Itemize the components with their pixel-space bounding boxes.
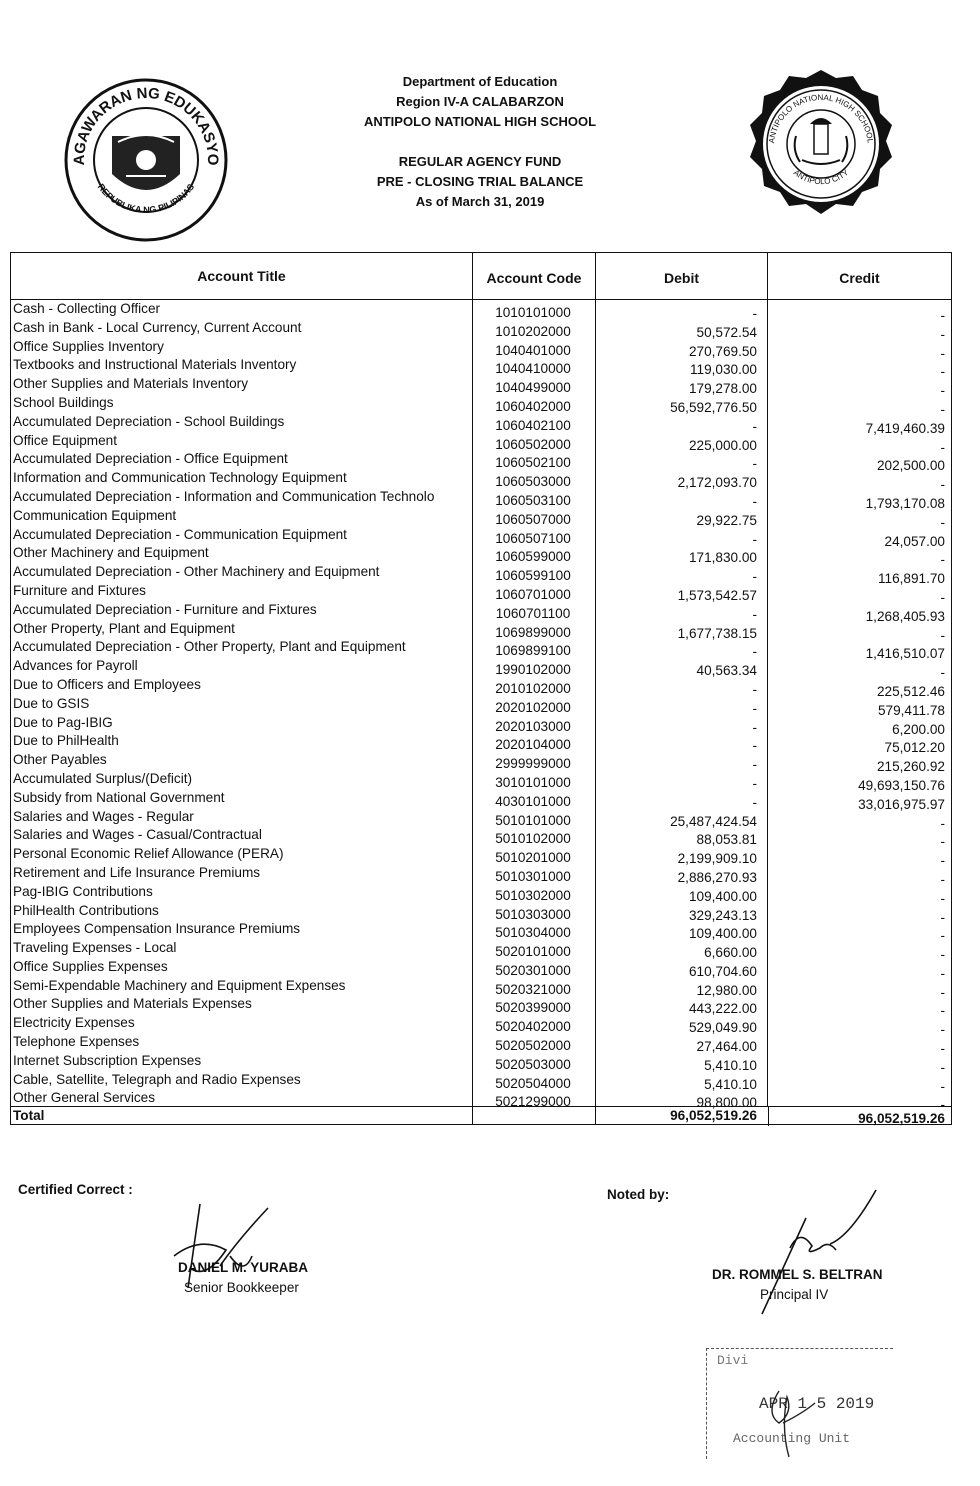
school-seal-icon	[740, 66, 902, 228]
credit-cell: -	[940, 589, 945, 605]
debit-cell: 1,677,738.15	[677, 625, 757, 641]
credit-cell: -	[940, 815, 945, 831]
debit-cell: 56,592,776.50	[670, 399, 757, 415]
debit-cell: -	[752, 306, 757, 321]
credit-cell: 33,016,975.97	[858, 796, 945, 812]
debit-cell: 329,243.13	[688, 907, 757, 923]
debit-cell: 109,400.00	[688, 926, 757, 942]
account-code-cell: 5020504000	[495, 1075, 571, 1091]
account-title-cell: PhilHealth Contributions	[13, 902, 159, 918]
credit-cell: -	[940, 665, 945, 681]
table-row	[11, 939, 951, 963]
account-code-cell: 5010101000	[495, 812, 571, 828]
account-title-cell: Accumulated Surplus/(Deficit)	[13, 770, 193, 786]
credit-cell: 75,012.20	[884, 740, 945, 756]
account-code-cell: 1010101000	[495, 305, 571, 320]
report-date: As of March 31, 2019	[415, 194, 545, 209]
debit-cell: 270,769.50	[688, 343, 757, 359]
credit-cell: -	[940, 1078, 945, 1094]
debit-cell: 443,222.00	[688, 1001, 757, 1017]
deped-seal-icon	[62, 76, 230, 244]
account-title-cell: Due to Officers and Employees	[13, 676, 201, 692]
debit-cell: -	[752, 681, 757, 697]
fund-name: REGULAR AGENCY FUND	[398, 154, 562, 169]
table-row	[11, 883, 951, 906]
account-code-cell: 1060599100	[495, 568, 571, 584]
credit-cell: 579,411.78	[877, 702, 945, 718]
debit-cell: 12,980.00	[696, 982, 757, 998]
header-credit: Credit	[839, 270, 880, 286]
account-code-cell: 1010202000	[495, 323, 571, 339]
table-row	[11, 770, 951, 793]
table-row	[11, 394, 951, 417]
table-row	[11, 808, 951, 831]
table-row	[11, 563, 951, 587]
trial-balance-table	[10, 252, 952, 1125]
table-row	[11, 526, 951, 549]
credit-cell: 225,512.46	[876, 683, 945, 699]
debit-cell: -	[752, 493, 757, 509]
account-code-cell: 5020503000	[495, 1056, 571, 1072]
stamp-date: APR 1 5 2019	[759, 1395, 875, 1413]
table-row	[11, 958, 951, 981]
table-row	[11, 732, 951, 756]
credit-cell: -	[940, 364, 945, 380]
table-row	[11, 714, 951, 737]
account-title-cell: Salaries and Wages - Casual/Contractual	[13, 827, 262, 843]
table-row	[11, 300, 951, 323]
total-label: Total	[13, 1108, 45, 1123]
debit-cell: 610,704.60	[688, 963, 757, 979]
right-seal-bottom-text: ANTIPOLO CITY	[791, 168, 851, 187]
account-code-cell: 2020104000	[495, 737, 571, 753]
credit-cell: -	[940, 439, 945, 455]
account-code-cell: 5010102000	[495, 831, 571, 847]
table-row	[11, 450, 951, 474]
account-title-cell: Office Equipment	[13, 432, 118, 448]
document-header	[250, 72, 710, 212]
table-row	[11, 544, 951, 568]
debit-cell: 109,400.00	[688, 888, 757, 904]
table-row	[11, 432, 951, 455]
debit-cell: 40,563.34	[696, 663, 757, 679]
debit-cell: 179,278.00	[688, 381, 757, 397]
account-code-cell: 1060599000	[495, 549, 571, 565]
table-row	[11, 356, 951, 380]
account-title-cell: Other Machinery and Equipment	[13, 545, 209, 561]
account-title-cell: Traveling Expenses - Local	[13, 940, 177, 956]
account-title-cell: Employees Compensation Insurance Premiums	[13, 921, 301, 937]
debit-cell: 2,199,909.10	[677, 851, 757, 867]
account-title-cell: Accumulated Depreciation - Furniture and Fixtures	[13, 601, 317, 617]
table-row	[11, 902, 951, 925]
account-title-cell: Cash in Bank - Local Currency, Current Account	[13, 319, 302, 335]
certified-name: DANIEL M. YURABA	[178, 1260, 309, 1275]
account-title-cell: Other General Services	[13, 1090, 156, 1106]
account-title-cell: Advances for Payroll	[13, 658, 138, 674]
credit-cell: 6,200.00	[892, 721, 945, 737]
debit-cell: 225,000.00	[688, 437, 757, 453]
credit-cell: -	[940, 984, 945, 1000]
account-code-cell: 5010304000	[495, 925, 571, 941]
table-row	[11, 620, 951, 643]
credit-cell: -	[940, 965, 945, 981]
account-code-cell: 5010302000	[495, 887, 571, 903]
account-title-cell: Due to Pag-IBIG	[13, 714, 113, 730]
credit-cell: 1,793,170.08	[865, 495, 945, 511]
debit-cell: 1,573,542.57	[677, 587, 757, 603]
noted-position: Principal IV	[760, 1287, 829, 1302]
account-code-cell: 2020103000	[495, 718, 571, 734]
account-code-cell: 5020399000	[495, 1000, 571, 1016]
region-name: Region IV-A CALABARZON	[396, 94, 564, 109]
header-debit: Debit	[664, 270, 699, 286]
credit-cell: -	[940, 1022, 945, 1038]
table-row	[11, 488, 951, 511]
debit-cell: -	[752, 719, 757, 735]
debit-cell: -	[752, 794, 757, 810]
credit-cell: -	[940, 383, 945, 399]
total-credit: 96,052,519.26	[858, 1111, 945, 1126]
account-code-cell: 1040401000	[495, 342, 571, 358]
account-title-cell: Accumulated Depreciation - Office Equipment	[13, 451, 288, 467]
header-account-code: Account Code	[486, 270, 582, 286]
credit-cell: 24,057.00	[884, 533, 945, 549]
account-title-cell: Subsidy from National Government	[13, 789, 225, 805]
account-title-cell: Semi-Expendable Machinery and Equipment Expenses	[13, 977, 346, 993]
stamp-initial-signature-icon	[759, 1383, 819, 1459]
credit-cell: -	[940, 345, 945, 361]
credit-cell: -	[940, 627, 945, 643]
debit-cell: 171,830.00	[688, 550, 757, 566]
account-code-cell: 2010102000	[495, 680, 571, 696]
account-title-cell: Cable, Satellite, Telegraph and Radio Expenses	[13, 1071, 301, 1087]
credit-cell: -	[940, 1003, 945, 1019]
report-title: PRE - CLOSING TRIAL BALANCE	[376, 174, 584, 189]
credit-cell: -	[940, 326, 945, 342]
table-row	[11, 1033, 951, 1057]
credit-cell: -	[940, 871, 945, 887]
debit-cell: 50,572.54	[696, 324, 757, 340]
certified-position: Senior Bookkeeper	[184, 1280, 299, 1295]
account-title-cell: Due to PhilHealth	[13, 733, 119, 749]
table-body	[11, 300, 951, 1113]
total-row	[11, 1106, 951, 1126]
debit-cell: -	[752, 757, 757, 773]
debit-cell: -	[752, 775, 757, 791]
account-code-cell: 1060701100	[495, 605, 571, 621]
account-code-cell: 5010201000	[495, 850, 571, 866]
account-title-cell: Office Supplies Expenses	[13, 958, 168, 974]
debit-cell: 5,410.10	[704, 1057, 757, 1073]
debit-cell: 25,487,424.54	[670, 813, 757, 829]
debit-cell: -	[752, 644, 757, 660]
account-title-cell: Other Supplies and Materials Expenses	[13, 996, 252, 1012]
credit-cell: -	[940, 1041, 945, 1057]
table-row	[11, 676, 951, 699]
table-row	[11, 1071, 951, 1094]
credit-cell: -	[940, 1059, 945, 1075]
account-title-cell: Other Property, Plant and Equipment	[13, 620, 235, 636]
account-title-cell: Retirement and Life Insurance Premiums	[13, 864, 261, 880]
account-code-cell: 5020101000	[495, 944, 571, 960]
account-code-cell: 1069899000	[495, 624, 571, 640]
debit-cell: -	[752, 606, 757, 622]
noted-by-label: Noted by:	[607, 1187, 670, 1202]
account-code-cell: 1060502100	[495, 455, 571, 471]
account-code-cell: 1060507000	[495, 511, 571, 527]
credit-cell: -	[940, 552, 945, 568]
received-stamp	[706, 1348, 893, 1459]
table-row	[11, 582, 951, 605]
table-row	[11, 469, 951, 493]
account-code-cell: 1060507100	[495, 530, 571, 546]
account-code-cell: 4030101000	[495, 793, 571, 809]
table-row	[11, 1014, 951, 1038]
debit-cell: 98,800.00	[696, 1095, 757, 1111]
account-title-cell: Other Supplies and Materials Inventory	[13, 376, 248, 392]
account-title-cell: School Buildings	[13, 394, 114, 410]
table-row	[11, 601, 951, 624]
account-code-cell: 1060503000	[495, 474, 571, 490]
debit-cell: 119,030.00	[689, 362, 757, 378]
right-seal-top-text: ANTIPOLO NATIONAL HIGH SCHOOL	[767, 92, 875, 144]
debit-cell: 29,922.75	[696, 512, 757, 528]
credit-cell: -	[940, 401, 945, 417]
account-code-cell: 1060402000	[495, 398, 571, 414]
table-row	[11, 375, 951, 399]
debit-cell: -	[752, 569, 757, 585]
account-title-cell: Office Supplies Inventory	[13, 338, 164, 354]
account-code-cell: 5020402000	[495, 1019, 571, 1035]
table-row	[11, 695, 951, 718]
table-row	[11, 638, 951, 662]
account-title-cell: Other Payables	[13, 752, 107, 768]
account-title-cell: Communication Equipment	[13, 507, 177, 523]
table-row	[11, 977, 951, 1000]
account-code-cell: 1040499000	[495, 380, 571, 396]
account-code-cell: 1069899100	[495, 643, 571, 659]
table-row	[11, 751, 951, 775]
left-seal-top-text: AGAWARAN NG EDUKASYO	[70, 84, 222, 166]
credit-cell: -	[940, 308, 945, 323]
credit-cell: -	[940, 928, 945, 944]
credit-cell: -	[940, 853, 945, 869]
account-title-cell: Furniture and Fixtures	[13, 582, 146, 598]
table-row	[11, 920, 951, 944]
account-title-cell: Due to GSIS	[13, 695, 90, 711]
table-row	[11, 338, 951, 361]
debit-cell: -	[752, 456, 757, 472]
account-title-cell: Salaries and Wages - Regular	[13, 808, 194, 824]
account-title-cell: Information and Communication Technology Equipment	[13, 470, 347, 486]
table-row	[11, 1052, 951, 1075]
table-row	[11, 507, 951, 530]
credit-cell: 116,891.70	[877, 571, 945, 587]
table-header	[11, 253, 951, 300]
account-code-cell: 5020502000	[495, 1038, 571, 1054]
credit-cell: -	[940, 514, 945, 530]
account-code-cell: 5021299000	[495, 1094, 571, 1110]
left-seal-bottom-text: REPUBLIKA NG PILIPINAS	[95, 181, 197, 215]
table-row	[11, 319, 951, 342]
account-code-cell: 5020301000	[495, 962, 571, 978]
account-code-cell: 3010101000	[495, 774, 571, 790]
credit-cell: 215,260.92	[876, 759, 945, 775]
account-code-cell: 1060402100	[495, 417, 571, 433]
account-code-cell: 1060701000	[495, 586, 571, 602]
account-title-cell: Accumulated Depreciation - Other Machinery and Equipment	[13, 564, 380, 580]
certified-correct-label: Certified Correct :	[18, 1182, 133, 1197]
account-title-cell: Personal Economic Relief Allowance (PERA)	[13, 846, 284, 862]
credit-cell: -	[940, 477, 945, 493]
account-code-cell: 2999999000	[495, 756, 571, 772]
header-account-title: Account Title	[197, 268, 286, 284]
credit-cell: -	[940, 909, 945, 925]
account-title-cell: Accumulated Depreciation - Information and Communication Technolo	[13, 488, 435, 504]
total-debit: 96,052,519.26	[670, 1108, 757, 1123]
noted-name: DR. ROMMEL S. BELTRAN	[712, 1267, 883, 1282]
credit-cell: -	[940, 890, 945, 906]
account-code-cell: 1060502000	[495, 436, 571, 452]
account-title-cell: Accumulated Depreciation - Other Property, Plant and Equipment	[13, 639, 406, 655]
credit-cell: -	[940, 834, 945, 850]
debit-cell: 88,053.81	[696, 832, 757, 848]
account-code-cell: 1060503100	[495, 492, 571, 508]
table-row	[11, 845, 951, 869]
account-title-cell: Pag-IBIG Contributions	[13, 883, 153, 899]
stamp-division-text: Divi	[717, 1353, 749, 1368]
table-row	[11, 826, 951, 850]
credit-cell: -	[940, 1097, 945, 1113]
debit-cell: 529,049.90	[688, 1020, 757, 1036]
debit-cell: -	[752, 738, 757, 754]
account-code-cell: 5010301000	[495, 868, 571, 884]
debit-cell: 6,660.00	[704, 945, 757, 961]
account-code-cell: 5020321000	[495, 981, 571, 997]
account-code-cell: 5010303000	[495, 906, 571, 922]
credit-cell: 1,416,510.07	[865, 646, 945, 662]
debit-cell: -	[752, 418, 757, 434]
debit-cell: 2,172,093.70	[677, 475, 757, 491]
table-row	[11, 413, 951, 436]
account-code-cell: 1990102000	[495, 662, 571, 678]
account-title-cell: Telephone Expenses	[13, 1034, 140, 1050]
account-title-cell: Accumulated Depreciation - Communication Equipment	[13, 526, 347, 542]
table-row	[11, 657, 951, 681]
credit-cell: 1,268,405.93	[865, 608, 945, 624]
account-title-cell: Cash - Collecting Officer	[13, 301, 161, 316]
account-title-cell: Electricity Expenses	[13, 1015, 135, 1031]
table-row	[11, 789, 951, 812]
debit-cell: -	[752, 531, 757, 547]
account-title-cell: Accumulated Depreciation - School Buildings	[13, 413, 285, 429]
table-row	[11, 864, 951, 887]
debit-cell: -	[752, 700, 757, 716]
credit-cell: 49,693,150.76	[858, 777, 945, 793]
department-name: Department of Education	[402, 74, 558, 89]
credit-cell: -	[940, 947, 945, 963]
account-title-cell: Internet Subscription Expenses	[13, 1052, 202, 1068]
table-row	[11, 995, 951, 1019]
school-name: ANTIPOLO NATIONAL HIGH SCHOOL	[363, 114, 597, 129]
debit-cell: 5,410.10	[704, 1076, 757, 1092]
debit-cell: 27,464.00	[696, 1039, 757, 1055]
account-code-cell: 1040410000	[495, 361, 571, 377]
account-title-cell: Textbooks and Instructional Materials Inventory	[13, 357, 297, 373]
debit-cell: 2,886,270.93	[677, 869, 757, 885]
stamp-unit-text: Accounting Unit	[733, 1431, 851, 1446]
credit-cell: 7,419,460.39	[865, 420, 945, 436]
credit-cell: 202,500.00	[876, 458, 945, 474]
account-code-cell: 2020102000	[495, 699, 571, 715]
